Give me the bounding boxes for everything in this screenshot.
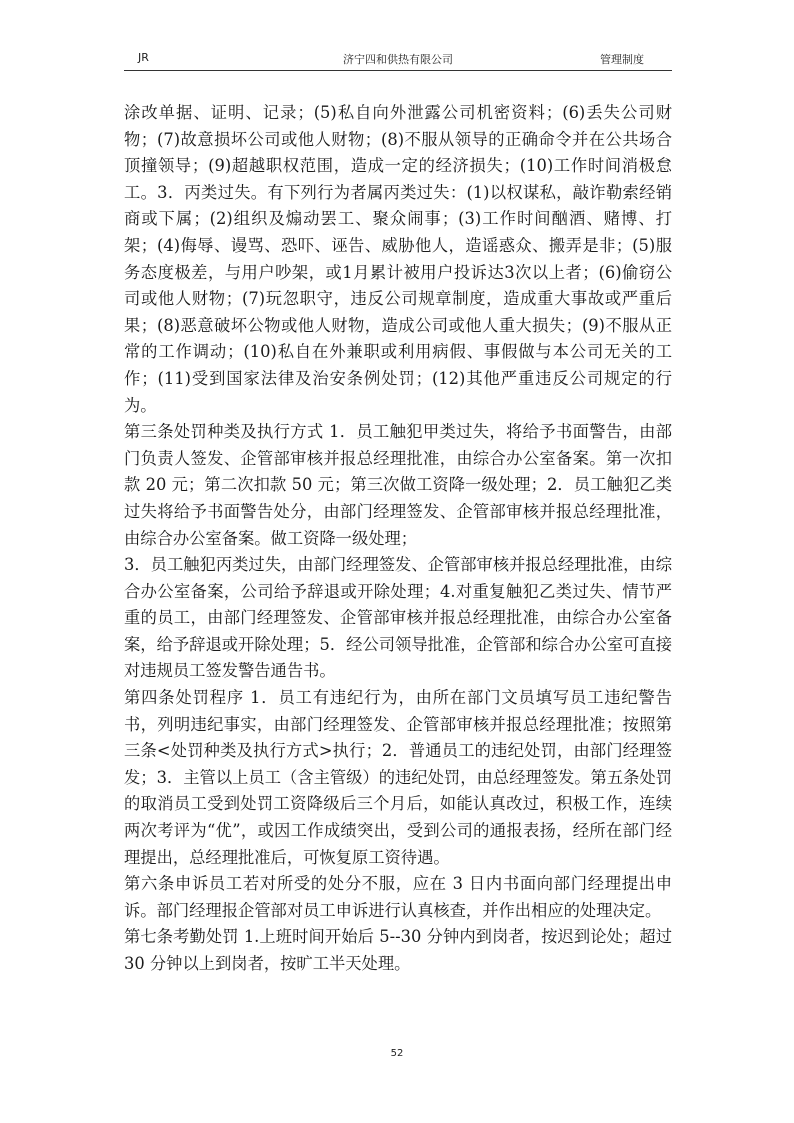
document-body (124, 100, 672, 978)
paragraph-article-4-5: 第四条处罚程序 1．员工有违纪行为，由所在部门文员填写员工违纪警告书，列明违纪事实，由部门经理签发、企管部审核并报总经理批准；按照第三条<处罚种类及执行方式>执行；2．普通员工的违纪处罚，由部门经理签发；3．主管以上员工（含主管级）的违纪处罚，由总经理签发。第五条处罚的取消员工受到处罚工资降级后三个月后，如能认真改过，积极工作，连续两次考评为“优”，或因工作成绩突出，受到公司的通报表扬，经所在部门经理提出，总经理批准后，可恢复原工资待遇。 (124, 688, 672, 867)
header-company-name: 济宁四和供热有限公司 (343, 53, 453, 66)
page-number: 52 (390, 1048, 404, 1059)
paragraph-article-6: 第六条申诉员工若对所受的处分不服，应在 3 日内书面向部门经理提出申诉。部门经理报企管部对员工申诉进行认真核查，并作出相应的处理决定。 (124, 874, 672, 920)
paragraph-article-3: 第三条处罚种类及执行方式 1．员工触犯甲类过失，将给予书面警告，由部门负责人签发、企管部审核并报总经理批准，由综合办公室备案。第一次扣款 20 元；第二次扣款 50 元；第三次做工资降一级处理；2．员工触犯乙类过失将给予书面警告处分，由部门经理签发、企管部审核并报总经理批准，由综合办公室备案。做工资降一级处理； (124, 422, 672, 548)
paragraph-article-7: 第七条考勤处罚 1.上班时间开始后 5--30 分钟内到岗者，按迟到论处；超过 30 分钟以上到岗者，按旷工半天处理。 (124, 927, 672, 973)
paragraph-article-3-continued: 3．员工触犯丙类过失，由部门经理签发、企管部审核并报总经理批准，由综合办公室备案，公司给予辞退或开除处理；4.对重复触犯乙类过失、情节严重的员工，由部门经理签发、企管部审核并报总经理批准，由综合办公室备案，给予辞退或开除处理；5．经公司领导批准，企管部和综合办公室可直接对违规员工签发警告通告书。 (124, 555, 672, 681)
header-left-code: JR (138, 51, 149, 64)
header-document-type: 管理制度 (600, 53, 644, 66)
paragraph-fault-categories: 涂改单据、证明、记录；(5)私自向外泄露公司机密资料；(6)丢失公司财物；(7)故意损坏公司或他人财物；(8)不服从领导的正确命令并在公共场合顶撞领导；(9)超越职权范围，造成一定的经济损失；(10)工作时间消极怠工。3．丙类过失。有下列行为者属丙类过失：(1)以权谋私，敲诈勒索经销商或下属；(2)组织及煽动罢工、聚众闹事；(3)工作时间酗酒、赌博、打架；(4)侮辱、谩骂、恐吓、诬告、威胁他人，造谣惑众、搬弄是非；(5)服务态度极差，与用户吵架，或1月累计被用户投诉达3次以上者；(6)偷窃公司或他人财物；(7)玩忽职守，违反公司规章制度，造成重大事故或严重后果；(8)恶意破坏公物或他人财物，造成公司或他人重大损失；(9)不服从正常的工作调动；(10)私自在外兼职或利用病假、事假做与本公司无关的工作；(11)受到国家法律及治安条例处罚；(12)其他严重违反公司规定的行为。 (124, 103, 672, 415)
page-header (124, 48, 672, 71)
